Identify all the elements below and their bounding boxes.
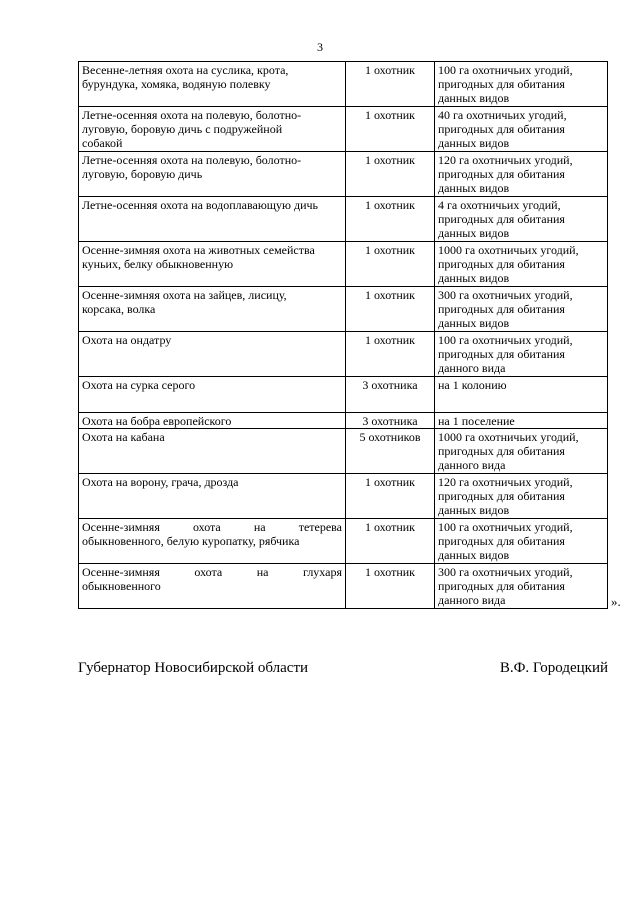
table-row	[79, 413, 608, 429]
activity-cell: Летне-осенняя охота на полевую, болотно- луговую, боровую дичь	[79, 152, 346, 197]
table-row	[79, 332, 608, 377]
activity-cell: Охота на ондатру	[79, 332, 346, 377]
area-cell: на 1 колонию	[435, 377, 608, 413]
activity-cell: Охота на сурка серого	[79, 377, 346, 413]
activity-cell: Охота на ворону, грача, дрозда	[79, 474, 346, 519]
hunters-cell: 1 охотник	[346, 107, 435, 152]
table-row	[79, 62, 608, 107]
activity-cell: Летне-осенняя охота на полевую, болотно- луговую, боровую дичь с подружейной собакой	[79, 107, 346, 152]
area-cell: 300 га охотничьих угодий, пригодных для обитания данного вида	[435, 564, 608, 609]
page-number: 3	[317, 40, 323, 54]
table-body	[79, 62, 608, 609]
hunting-norms-table	[78, 61, 608, 609]
table-row	[79, 242, 608, 287]
table-row	[79, 152, 608, 197]
table-row	[79, 107, 608, 152]
area-cell: 120 га охотничьих угодий, пригодных для обитания данных видов	[435, 474, 608, 519]
table-row	[79, 197, 608, 242]
activity-cell: Осенне-зимняя охота на животных семейства куньих, белку обыкновенную	[79, 242, 346, 287]
hunters-cell: 1 охотник	[346, 564, 435, 609]
table-row	[79, 519, 608, 564]
table-row	[79, 429, 608, 474]
activity-cell: Осенне-зимняя охота на зайцев, лисицу, корсака, волка	[79, 287, 346, 332]
area-cell: 1000 га охотничьих угодий, пригодных для обитания данного вида	[435, 429, 608, 474]
hunters-cell: 1 охотник	[346, 242, 435, 287]
hunters-cell: 5 охотников	[346, 429, 435, 474]
table-row	[79, 377, 608, 413]
area-cell: 4 га охотничьих угодий, пригодных для обитания данных видов	[435, 197, 608, 242]
area-cell: 1000 га охотничьих угодий, пригодных для обитания данных видов	[435, 242, 608, 287]
table-row	[79, 474, 608, 519]
activity-cell: Осенне-зимняя охота на глухаря обыкновенного	[79, 564, 346, 609]
hunters-cell: 1 охотник	[346, 519, 435, 564]
area-cell: 100 га охотничьих угодий, пригодных для обитания данного вида	[435, 332, 608, 377]
hunters-cell: 1 охотник	[346, 287, 435, 332]
area-cell: 100 га охотничьих угодий, пригодных для обитания данных видов	[435, 62, 608, 107]
hunters-cell: 1 охотник	[346, 62, 435, 107]
activity-cell: Весенне-летняя охота на суслика, крота, бурундука, хомяка, водяную полевку	[79, 62, 346, 107]
area-cell: 300 га охотничьих угодий, пригодных для обитания данных видов	[435, 287, 608, 332]
hunters-cell: 1 охотник	[346, 332, 435, 377]
hunters-cell: 1 охотник	[346, 474, 435, 519]
area-cell: 100 га охотничьих угодий, пригодных для обитания данных видов	[435, 519, 608, 564]
activity-cell: Охота на кабана	[79, 429, 346, 474]
hunters-cell: 3 охотника	[346, 377, 435, 413]
area-cell: на 1 поселение	[435, 413, 608, 429]
hunters-cell: 1 охотник	[346, 197, 435, 242]
hunters-cell: 1 охотник	[346, 152, 435, 197]
table-row	[79, 564, 608, 609]
table-row	[79, 287, 608, 332]
signatory-position: Губернатор Новосибирской области	[78, 660, 309, 676]
closing-quote: ».	[611, 594, 621, 609]
area-cell: 120 га охотничьих угодий, пригодных для обитания данных видов	[435, 152, 608, 197]
activity-cell: Охота на бобра европейского	[79, 413, 346, 429]
area-cell: 40 га охотничьих угодий, пригодных для обитания данных видов	[435, 107, 608, 152]
signatory-name: В.Ф. Городецкий	[499, 660, 608, 676]
activity-cell: Летне-осенняя охота на водоплавающую дичь	[79, 197, 346, 242]
hunters-cell: 3 охотника	[346, 413, 435, 429]
activity-cell: Осенне-зимняя охота на тетерева обыкновенного, белую куропатку, рябчика	[79, 519, 346, 564]
